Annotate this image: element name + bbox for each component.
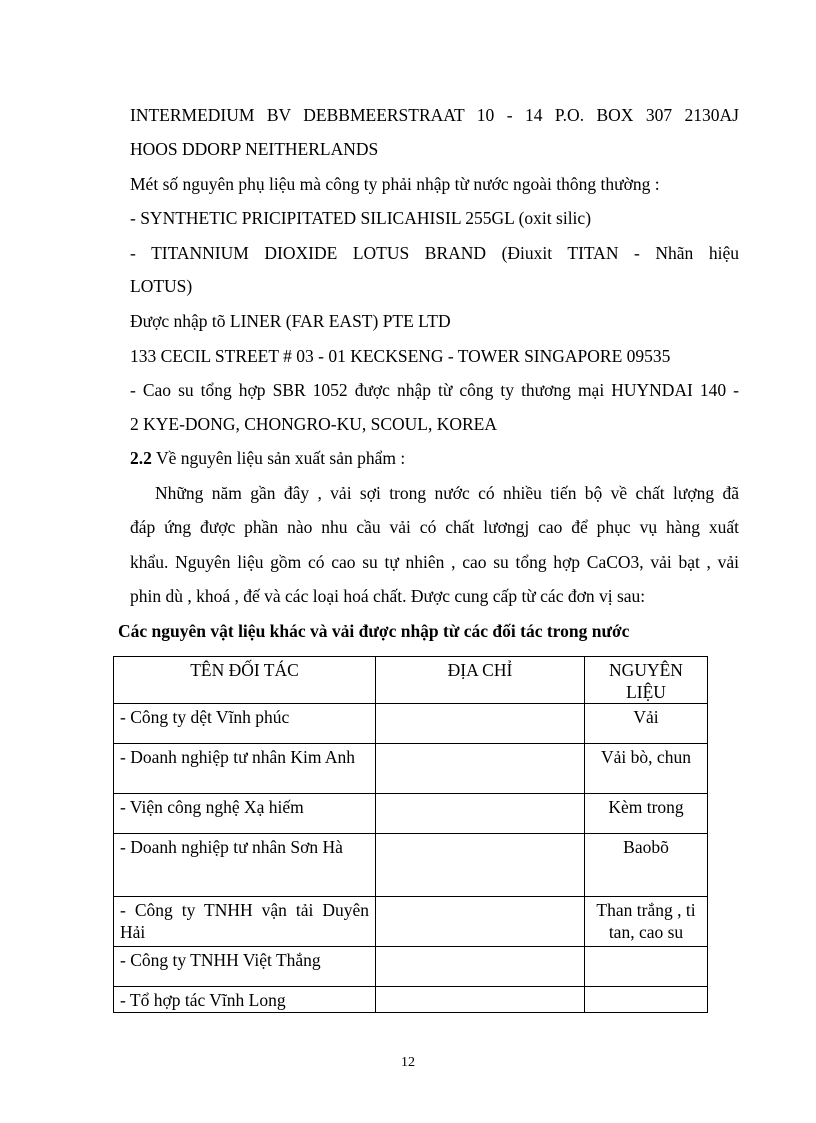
partner-address [376, 744, 585, 794]
header-partner: TÊN ĐỐI TÁC [114, 657, 376, 704]
paragraph-line: phin dù , khoá , đế và các loại hoá chất. Được cung cấp từ các đơn vị sau: [130, 586, 646, 606]
partner-address [376, 947, 585, 987]
text-line: 133 CECIL STREET # 03 - 01 KECKSENG - TOWER SINGAPORE 09535 [130, 346, 671, 366]
text-line: 2 KYE-DONG, CHONGRO-KU, SCOUL, KOREA [130, 414, 498, 434]
paragraph-line: đáp ứng được phần nào nhu cầu vải có chất lươngj cao để phục vụ hàng xuất [130, 517, 739, 537]
partner-address [376, 794, 585, 834]
partner-address [376, 834, 585, 897]
page-number: 12 [401, 1055, 415, 1070]
text-line: - Cao su tổng hợp SBR 1052 được nhập từ công ty thương mại HUYNDAI 140 - [130, 380, 739, 400]
text-line: Được nhập tõ LINER (FAR EAST) PTE LTD [130, 311, 451, 331]
table-row [114, 794, 708, 834]
text-line: - TITANNIUM DIOXIDE LOTUS BRAND (Điuxit TITAN - Nhãn hiệu [130, 243, 739, 263]
text-line: - SYNTHETIC PRICIPITATED SILICAHISIL 255GL (oxit silic) [130, 208, 592, 228]
header-address: ĐỊA CHỈ [376, 657, 585, 704]
paragraph-line: khẩu. Nguyên liệu gồm có cao su tự nhiên , cao su tổng hợp CaCO3, vải bạt , vải [130, 552, 739, 572]
table-row [114, 987, 708, 1013]
section-number: 2.2 [130, 448, 152, 468]
partner-address [376, 897, 585, 947]
partner-material: Kèm trong [585, 794, 708, 834]
partner-name: - Doanh nghiệp tư nhân Kim Anh [114, 744, 376, 794]
header-material: NGUYÊN LIỆU [585, 657, 708, 704]
partner-material [585, 987, 708, 1013]
partner-address [376, 987, 585, 1013]
table-row [114, 744, 708, 794]
table-header-row [114, 657, 708, 704]
partner-name: - Tổ hợp tác Vĩnh Long [114, 987, 376, 1013]
text-line: INTERMEDIUM BV DEBBMEERSTRAAT 10 - 14 P.O. BOX 307 2130AJ [130, 105, 739, 125]
partner-material: Than trắng , ti tan, cao su [585, 897, 708, 947]
partner-name: - Công ty dệt Vĩnh phúc [114, 704, 376, 744]
text-line: HOOS DDORP NEITHERLANDS [130, 139, 379, 159]
section-heading [130, 446, 739, 470]
table-row [114, 834, 708, 897]
partner-material: Vải [585, 704, 708, 744]
paragraph-line: Những năm gần đây , vải sợi trong nước có nhiều tiến bộ về chất lượng đã [155, 483, 739, 503]
partner-name: - Công ty TNHH Việt Thắng [114, 947, 376, 987]
section-title: Về nguyên liệu sản xuất sản phẩm : [155, 448, 406, 468]
table-caption: Các nguyên vật liệu khác và vải được nhập từ các đối tác trong nước [118, 621, 630, 641]
partner-material: Baobõ [585, 834, 708, 897]
text-line: Mét số nguyên phụ liệu mà công ty phải nhập từ nước ngoài thông thường : [130, 174, 660, 194]
partner-name: - Viện công nghệ Xạ hiếm [114, 794, 376, 834]
partner-material [585, 947, 708, 987]
partner-material: Vải bò, chun [585, 744, 708, 794]
table-row [114, 704, 708, 744]
table-row [114, 947, 708, 987]
text-line: LOTUS) [130, 276, 193, 296]
table-row [114, 897, 708, 947]
partners-table [113, 656, 708, 1013]
partner-name: - Doanh nghiệp tư nhân Sơn Hà [114, 834, 376, 897]
partner-name: - Công ty TNHH vận tải Duyên Hải [114, 897, 376, 947]
partner-address [376, 704, 585, 744]
